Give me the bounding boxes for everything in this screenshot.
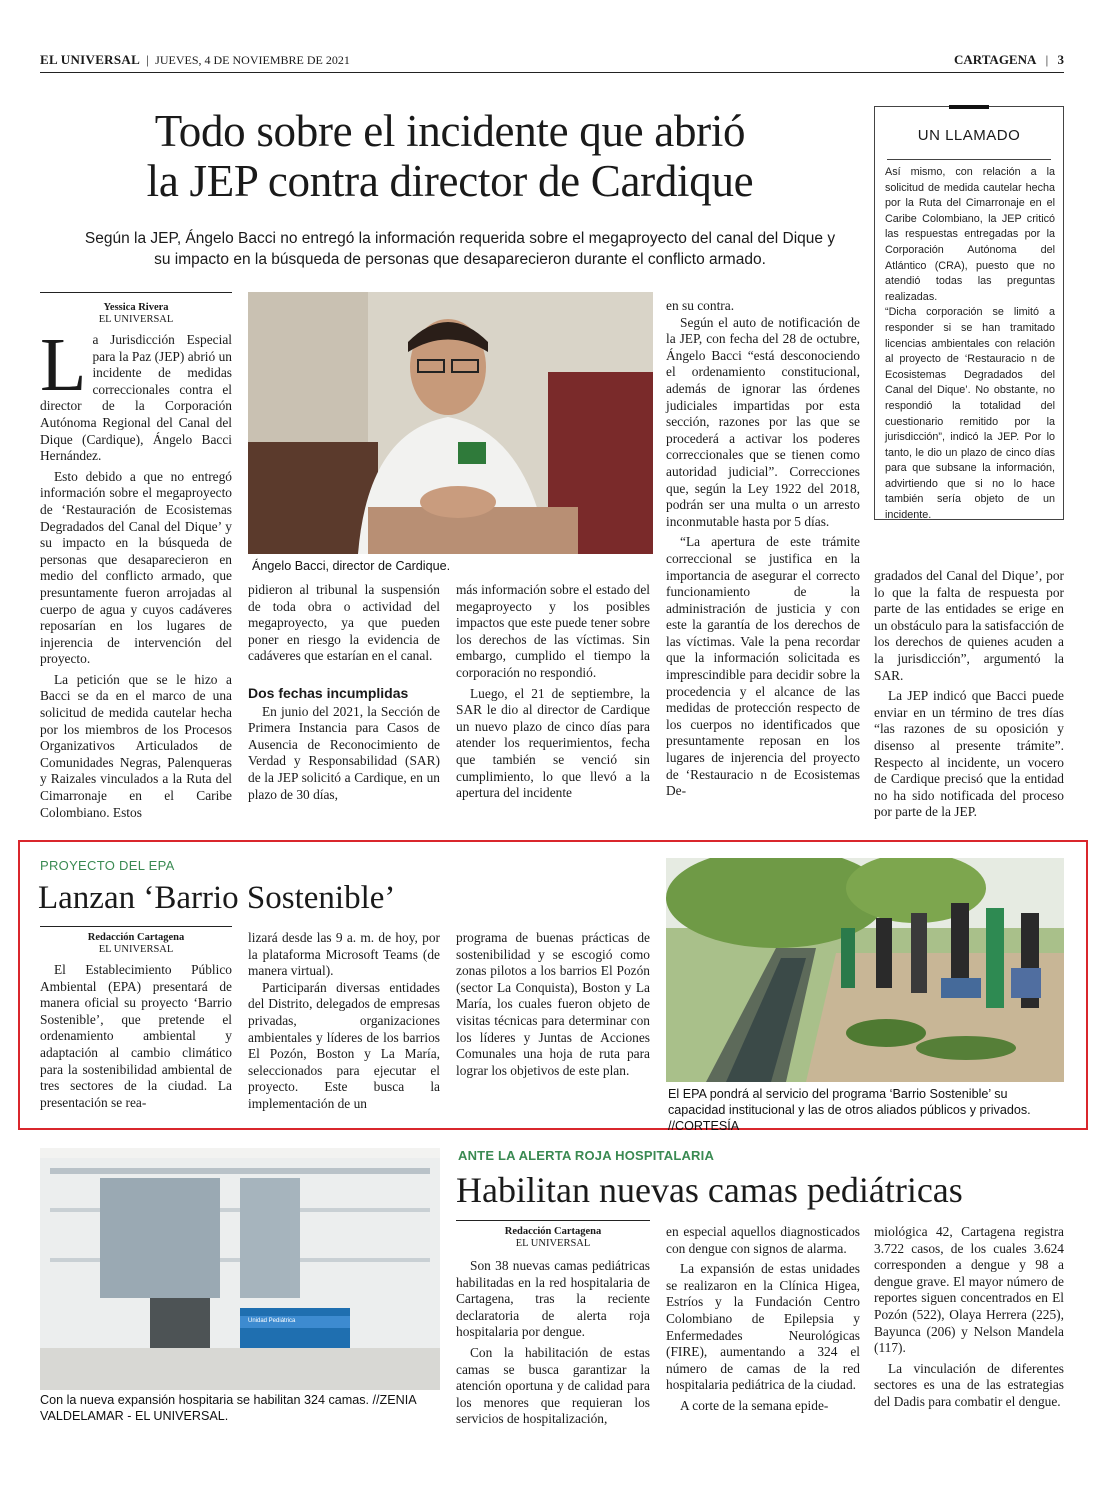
sidebar-p1: Así mismo, con relación a la solicitud de medida cautelar hecha por la Ruta del Cimarronaje en el Caribe Colombiano, la JEP criticó las respuestas entregadas por la Corporación Autónoma del Atlántico (CRA), puesto que no atendió todas las preguntas realizadas. — [885, 166, 1055, 303]
subheading: Dos fechas incumplidas — [248, 684, 409, 701]
main-subhead: Según la JEP, Ángelo Bacci no entregó la información requerida sobre el megaproyecto del canal del Dique y su impacto en la búsqueda de personas que desaparecieron durante el conflicto armado. — [84, 230, 836, 268]
main-col4-p2: Según el auto de notificación de la JEP, con fecha del 28 de octubre, Ángelo Bacci “está desconociendo el ordenamiento constitucional, además de ignorar las órdenes judiciales impartidas por esta sección, razones por las que se procederá a activar los poderes correccionales que se tienen como autoridad judicial”. Correcciones que, según la Ley 1922 del 2018, podrán ser una multa o un arresto inconmutable hasta por 5 días. — [666, 314, 860, 529]
beds-col-1 — [456, 1258, 650, 1428]
paper-name: EL UNIVERSAL — [40, 52, 141, 67]
hospital-photo — [40, 1148, 440, 1390]
main-col3-p2: Luego, el 21 de septiembre, la SAR le dio al director de Cardique un nuevo plazo de cinco días para atender los requerimientos, fecha que también se venció sin cumplimiento, lo que llevó a la apertura del incidente — [456, 685, 650, 801]
byline-rule — [40, 292, 232, 293]
main-col1-p3: La petición que se le hizo a Bacci se da en el marco de una solicitud de medida cautelar hecha por los miembros de los Procesos Organizativos Articulados de Comunidades Negras, Palenqueras y Raizales vinculados a la Ruta del Cimarronaje en el Caribe Colombiano. Estos — [40, 671, 232, 820]
hospital-photo-caption: Con la nueva expansión hospitaria se habilitan 324 camas. //ZENIA VALDELAMAR - EL UNIVERSAL. — [40, 1393, 416, 1423]
sidebar-top-tab — [949, 105, 989, 109]
main-col1-p2: Esto debido a que no entregó información sobre el megaproyecto de ‘Restauración de Ecosistemas Degradados del Canal del Dique’ y su impacto en la búsqueda de personas que desaparecieron en medio del conflicto armado, que presuntamente fueron arrojadas al cuerpo de agua y cuyos cadáveres reposarían en los lugares de injerencia de intervención del proyecto. — [40, 468, 232, 667]
beds-col2-p2: La expansión de estas unidades se realizaron en la Clínica Higea, Estríos y la Fundación Centro Colombiano de Epilepsia y Enfermedades Neurológicas (FIRE), aumentando a 324 el número de camas de la red hospitalaria pediátrica de la ciudad. — [666, 1261, 860, 1393]
byline-name: Yessica Rivera — [103, 302, 169, 313]
main-col2-p1: pidieron al tribunal la suspensión de toda obra o actividad del megaproyecto, ya que pueden poner en riesgo la evidencia de cadáveres que estarían en el canal. — [248, 582, 440, 664]
sidebar-p2: “Dicha corporación se limitó a responder si se han tramitado licencias ambientales con relación al proyecto de ‘Restauracio n de Ecosistemas Degradados del Canal del Dique’. No obstante, no respondió la totalidad del cuestionario remitido por la jurisdicción”, indicó la JEP. Por lo tanto, le dio un plazo de cinco días para que subsane la información, advirtiendo que si no lo hace también sería objeto de un incidente. — [885, 306, 1055, 522]
sidebar-title-rule — [887, 159, 1051, 160]
beds-col1-p2: Con la habilitación de estas camas se busca garantizar la atención oportuna y de calidad para los menores que requieran los servicios de hospitalización, — [456, 1344, 650, 1427]
sidebar-box — [874, 106, 1064, 520]
epa-col3-text: programa de buenas prácticas de sostenibilidad y se escogió como zonas pilotos a los barrios El Pozón (sector La Conquista), Boston y La María, los cuales fueron objeto de visitas técnicas para determinar con los líderes y Juntas de Acciones Comunales una hoja de ruta para lograr los objetivos de este plan. — [456, 930, 650, 1078]
main-col3-p1: más información sobre el estado del megaproyecto y los posibles impactos que este puede tener sobre los derechos de las víctimas. Sin embargo, cumplido el tiempo la corporación no respondió. — [456, 582, 650, 680]
epa-kicker: PROYECTO DEL EPA — [40, 858, 175, 873]
main-headline — [40, 106, 860, 206]
epa-byline — [40, 932, 232, 956]
beds-col-3 — [874, 1224, 1064, 1411]
epa-photo-caption: El EPA pondrá al servicio del programa ‘Barrio Sostenible’ su capacidad institucional y las de otros aliados públicos y privados. //CORTESÍA — [668, 1087, 1031, 1133]
beds-byline-org: EL UNIVERSAL — [515, 1238, 591, 1249]
beds-col1-p1: Son 38 nuevas camas pediátricas habilitadas en la red hospitalaria de Cartagena, tras la reciente declaratoria de alerta roja hospitalaria por dengue. — [456, 1258, 650, 1340]
beds-col2-p1: en especial aquellos diagnosticados con dengue con signos de alarma. — [666, 1224, 860, 1256]
epa-col-2 — [248, 930, 440, 1113]
epa-col1-text: El Establecimiento Público Ambiental (EPA) presentará de manera oficial su proyecto ‘Barrio Sostenible’, que pretende el ordenamiento ambiental y adaptación al cambio climático para la sostenibilidad ambiental de tres sectores de la ciudad. La presentación se rea- — [40, 962, 232, 1110]
main-col-1 — [40, 323, 232, 821]
issue-date: JUEVES, 4 DE NOVIEMBRE DE 2021 — [155, 53, 350, 67]
beds-byline-rule — [456, 1220, 650, 1221]
beds-col3-p2: La vinculación de diferentes sectores es una de las estrategias del Dadis para combatir el dengue. — [874, 1360, 1064, 1409]
drop-cap: L — [40, 323, 87, 407]
bacci-photo-caption: Ángelo Bacci, director de Cardique. — [252, 559, 451, 573]
epa-col-1 — [40, 962, 232, 1111]
hospital-sign-text: Unidad Pediátrica — [248, 1318, 296, 1324]
epa-byline-org: EL UNIVERSAL — [98, 944, 174, 955]
main-col4-p1: en su contra. — [666, 298, 735, 313]
beds-col3-p1: miológica 42, Cartagena registra 3.722 casos, de los cuales 3.624 corresponden a dengue y 98 a dengue grave. El mayor número de reportes siguen concentrados en El Pozón (522), Olaya Herrera (225), Bayunca (206) y Nelson Mandela (117). — [874, 1224, 1064, 1356]
main-col2-p2: En junio del 2021, la Sección de Primera Instancia para Casos de Ausencia de Reconocimiento de Verdad y Responsabilidad (SAR) de la JEP solicitó a Cardique, en un plazo de 30 días, — [248, 703, 440, 802]
beds-headline: Habilitan nuevas camas pediátricas — [456, 1170, 963, 1210]
main-col1-p1: a Jurisdicción Especial para la Paz (JEP) abrió un incidente de medidas correccionales contra el director de la Corporación Autónoma Regional del Canal del Dique (Cardique), Ángelo Bacci Hernández. — [40, 332, 232, 464]
page-number: 3 — [1057, 52, 1064, 67]
epa-col2-p1: lizará desde las 9 a. m. de hoy, por la plataforma Microsoft Teams (de manera virtual). — [248, 930, 440, 979]
main-col5-p2: La JEP indicó que Bacci puede enviar en un término de tres días “las razones de su oposición y disenso al presente trámite”. Respecto al incidente, un vocero de Cardique precisó que la entidad no ha sido notificada del proceso por parte de la JEP. — [874, 688, 1064, 820]
beds-byline — [456, 1226, 650, 1250]
byline-org: EL UNIVERSAL — [98, 314, 174, 325]
epa-photo — [666, 858, 1064, 1082]
sidebar-title: UN LLAMADO — [917, 127, 1021, 144]
bacci-photo-drawing — [248, 292, 653, 554]
beds-col-2 — [666, 1224, 860, 1415]
main-col-4 — [666, 298, 860, 800]
section-name: CARTAGENA — [954, 52, 1037, 67]
headline-line-2: la JEP contra director de Cardique — [146, 156, 754, 206]
hospital-photo-drawing — [40, 1148, 440, 1390]
epa-photo-drawing — [666, 858, 1064, 1082]
headline-line-1: Todo sobre el incidente que abrió — [154, 106, 746, 156]
bacci-photo — [248, 292, 653, 554]
beds-byline-name: Redacción Cartagena — [504, 1226, 602, 1237]
epa-byline-rule — [40, 926, 232, 927]
header-rule — [40, 72, 1064, 73]
main-col-3 — [456, 582, 650, 802]
sidebar-body — [885, 165, 1055, 524]
main-col-2 — [248, 582, 440, 803]
beds-kicker: ANTE LA ALERTA ROJA HOSPITALARIA — [458, 1148, 715, 1163]
page-header: EL UNIVERSAL | JUEVES, 4 DE NOVIEMBRE DE 2021 CARTAGENA | 3 — [40, 52, 1064, 67]
epa-headline: Lanzan ‘Barrio Sostenible’ — [38, 880, 396, 916]
epa-byline-name: Redacción Cartagena — [87, 932, 185, 943]
main-col-5 — [874, 568, 1064, 821]
epa-col2-p2: Participarán diversas entidades del Distrito, delegados de empresas privadas, organizaciones ambientales y líderes de los barrios El Pozón, Boston y La María, seleccionados para ejecutar el proyecto. Este busca la implementación de un — [248, 979, 440, 1111]
main-col4-p3: “La apertura de este trámite correccional se justifica en la importancia de asegurar el correcto funcionamiento de la administración de justicia y con este la garantía de los derechos de las víctimas. Vale la pena recordar que la información solicitada es imprescindible para decidir sobre la procedencia y el alcance de las medidas de protección respecto de los cuerpos no identificados que presuntamente reposan en los lugares de injerencia del proyecto de ‘Restauracio n de Ecosistemas De- — [666, 534, 860, 799]
beds-col2-p3: A corte de la semana epide- — [680, 1397, 829, 1413]
epa-col-3 — [456, 930, 650, 1079]
main-col5-p1: gradados del Canal del Dique’, por lo que la falta de respuesta por parte de las entidades se erige en un obstáculo para la satisfacción de los derechos de quienes acuden a la jurisdicción”, argumentó la SAR. — [874, 568, 1064, 683]
